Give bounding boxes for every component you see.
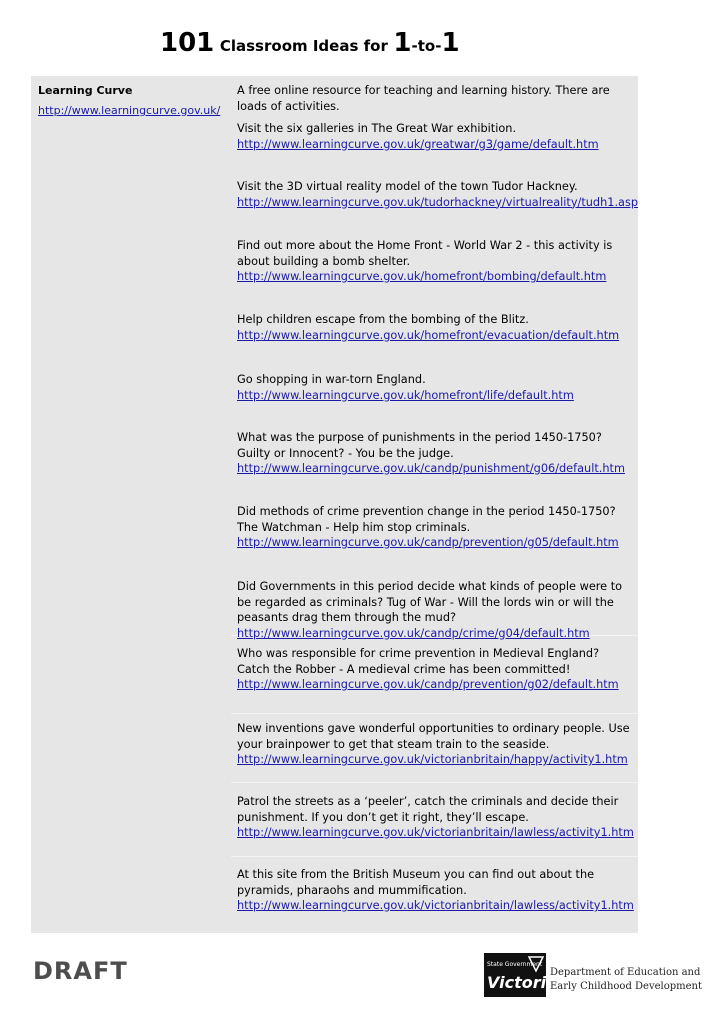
activity-link[interactable]: http://www.learningcurve.gov.uk/candp/punishment/g06/default.htm	[237, 462, 625, 475]
activity-description: Did Governments in this period decide what kinds of people were to be regarded as criminals? Tug of War - Will the lords win or will the peasants drag them through the mud?	[237, 580, 623, 624]
activity-description: At this site from the British Museum you can find out about the pyramids, pharaohs and mummification.	[237, 868, 595, 897]
activity-link[interactable]: http://www.learningcurve.gov.uk/candp/prevention/g02/default.htm	[237, 678, 619, 691]
resource-table	[31, 76, 638, 933]
activity-description: Did methods of crime prevention change in the period 1450-1750? The Watchman - Help him stop criminals.	[237, 505, 616, 534]
title-number-101: 101	[160, 28, 215, 58]
title-number-1b: 1	[441, 28, 460, 58]
activity-description: Go shopping in war-torn England.	[237, 373, 426, 386]
title-text: Classroom Ideas for	[219, 37, 388, 55]
department-name: Department of Education and Early Childhood Development	[550, 967, 703, 992]
list-item	[237, 179, 639, 210]
list-item	[237, 504, 633, 551]
activity-link[interactable]: http://www.learningcurve.gov.uk/homefront/life/default.htm	[237, 388, 574, 402]
triangle-mark-icon	[528, 955, 544, 973]
list-item	[237, 430, 633, 477]
activity-link[interactable]: http://www.learningcurve.gov.uk/candp/crime/g04/default.htm	[237, 626, 590, 640]
list-item	[237, 794, 633, 841]
title-to: -to-	[411, 37, 442, 55]
activity-description: Visit the six galleries in The Great War exhibition.	[237, 122, 517, 135]
list-item	[237, 646, 633, 693]
activity-description: Who was responsible for crime prevention in Medieval England? Catch the Robber - A medieval crime has been committed!	[237, 647, 600, 676]
title-number-1a: 1	[393, 28, 412, 58]
list-item	[237, 867, 633, 914]
activity-link[interactable]: http://www.learningcurve.gov.uk/victorianbritain/lawless/activity1.htm	[237, 826, 634, 839]
activity-link[interactable]: http://www.learningcurve.gov.uk/homefront/bombing/default.htm	[237, 270, 607, 283]
list-item	[237, 238, 633, 285]
row-divider	[231, 713, 638, 714]
department-logo	[484, 953, 703, 997]
page-title	[160, 28, 460, 58]
resource-link[interactable]: http://www.learningcurve.gov.uk/	[38, 104, 221, 117]
activity-description: New inventions gave wonderful opportunities to ordinary people. Use your brainpower to get that steam train to the seaside.	[237, 722, 630, 751]
list-item	[237, 312, 633, 343]
activity-description: Help children escape from the bombing of the Blitz.	[237, 313, 529, 326]
row-divider	[231, 856, 638, 857]
activity-description: Find out more about the Home Front - World War 2 - this activity is about building a bomb shelter.	[237, 239, 613, 268]
activity-link[interactable]: http://www.learningcurve.gov.uk/victorianbritain/lawless/activity1.htm	[237, 899, 634, 912]
activity-description: What was the purpose of punishments in the period 1450-1750? Guilty or Innocent? - You be the judge.	[237, 431, 602, 460]
activity-link[interactable]: http://www.learningcurve.gov.uk/tudorhackney/virtualreality/tudh1.asp	[237, 195, 639, 209]
activity-link[interactable]: http://www.learningcurve.gov.uk/greatwar/g3/game/default.htm	[237, 137, 599, 151]
list-item	[237, 121, 633, 152]
list-item	[237, 721, 633, 768]
activity-description: Patrol the streets as a ‘peeler’, catch the criminals and decide their punishment. If you don’t get it right, they’ll escape.	[237, 795, 619, 824]
victoria-logo-icon	[484, 953, 557, 997]
activity-link[interactable]: http://www.learningcurve.gov.uk/candp/prevention/g05/default.htm	[237, 536, 619, 549]
activity-link[interactable]: http://www.learningcurve.gov.uk/homefront/evacuation/default.htm	[237, 328, 620, 342]
list-item	[237, 372, 633, 403]
row-divider	[231, 782, 638, 783]
resource-name: Learning Curve	[38, 84, 133, 97]
logo-victoria: Victoria	[487, 973, 557, 992]
resource-cell	[38, 83, 228, 118]
activity-description: Visit the 3D virtual reality model of the town Tudor Hackney.	[237, 180, 578, 193]
logo-state-government: State Government	[487, 961, 543, 968]
list-item	[237, 579, 633, 641]
intro-text: A free online resource for teaching and learning history. There are loads of activities.	[237, 84, 610, 113]
activity-link[interactable]: http://www.learningcurve.gov.uk/victorianbritain/happy/activity1.htm	[237, 753, 628, 766]
draft-label: DRAFT	[33, 957, 128, 985]
